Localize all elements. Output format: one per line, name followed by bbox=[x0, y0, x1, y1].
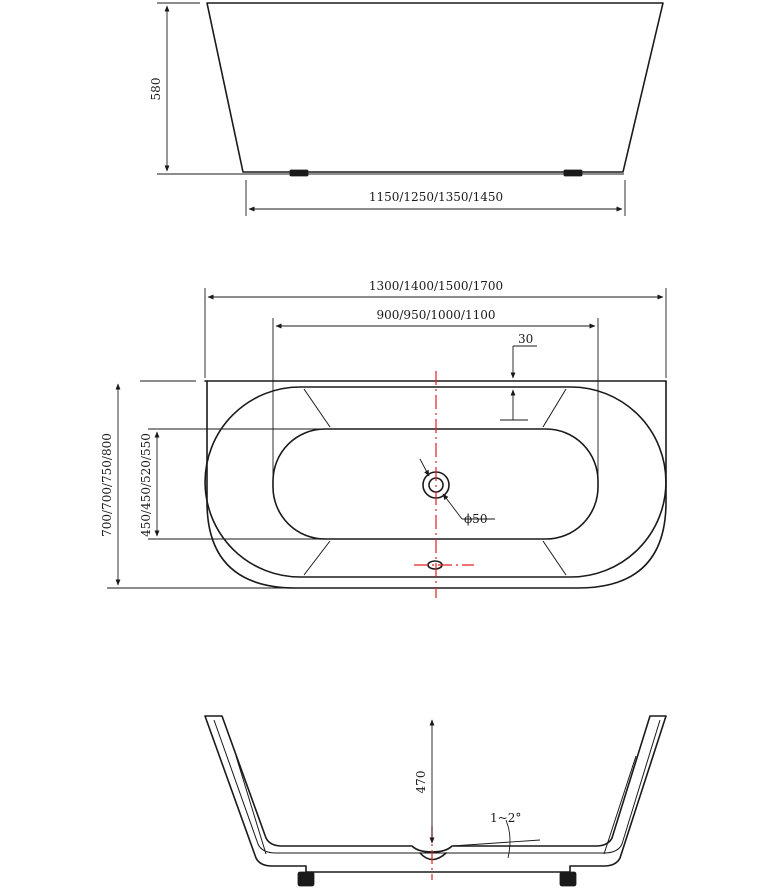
slope-dimension bbox=[452, 811, 540, 858]
section-outer-profile bbox=[205, 716, 666, 872]
overall-length-label: 1300/1400/1500/1700 bbox=[368, 279, 504, 293]
outer-rim bbox=[207, 381, 666, 588]
inner-width-dimension bbox=[139, 429, 322, 539]
front-tub-outline bbox=[207, 3, 663, 172]
base-length-dimension bbox=[246, 180, 625, 216]
side-section-view bbox=[205, 716, 666, 886]
rim-label: 30 bbox=[518, 332, 534, 346]
section-foot-right bbox=[560, 872, 576, 886]
rim-dimension bbox=[500, 332, 537, 420]
inner-length-label: 900/950/1000/1100 bbox=[376, 308, 496, 322]
overall-width-dimension bbox=[100, 384, 296, 588]
height-dimension bbox=[149, 3, 280, 174]
section-waste bbox=[420, 853, 446, 860]
top-plan-view bbox=[100, 279, 666, 598]
front-foot-right bbox=[564, 170, 582, 176]
front-elevation-view bbox=[149, 3, 663, 216]
depth-dimension bbox=[414, 720, 432, 843]
overall-width-label: 700/700/750/800 bbox=[100, 433, 114, 537]
section-foot-left bbox=[298, 872, 314, 886]
overall-length-dimension bbox=[205, 279, 666, 378]
slope-label: 1~2° bbox=[490, 811, 522, 825]
drain-dimension bbox=[420, 459, 495, 526]
inner-width-label: 450/450/520/550 bbox=[139, 433, 153, 537]
section-inner-surface bbox=[214, 720, 660, 853]
height-label: 580 bbox=[149, 77, 163, 101]
depth-label: 470 bbox=[414, 770, 428, 794]
drain-label: ϕ50 bbox=[464, 512, 488, 526]
front-foot-left bbox=[290, 170, 308, 176]
base-length-label: 1150/1250/1350/1450 bbox=[368, 190, 504, 204]
